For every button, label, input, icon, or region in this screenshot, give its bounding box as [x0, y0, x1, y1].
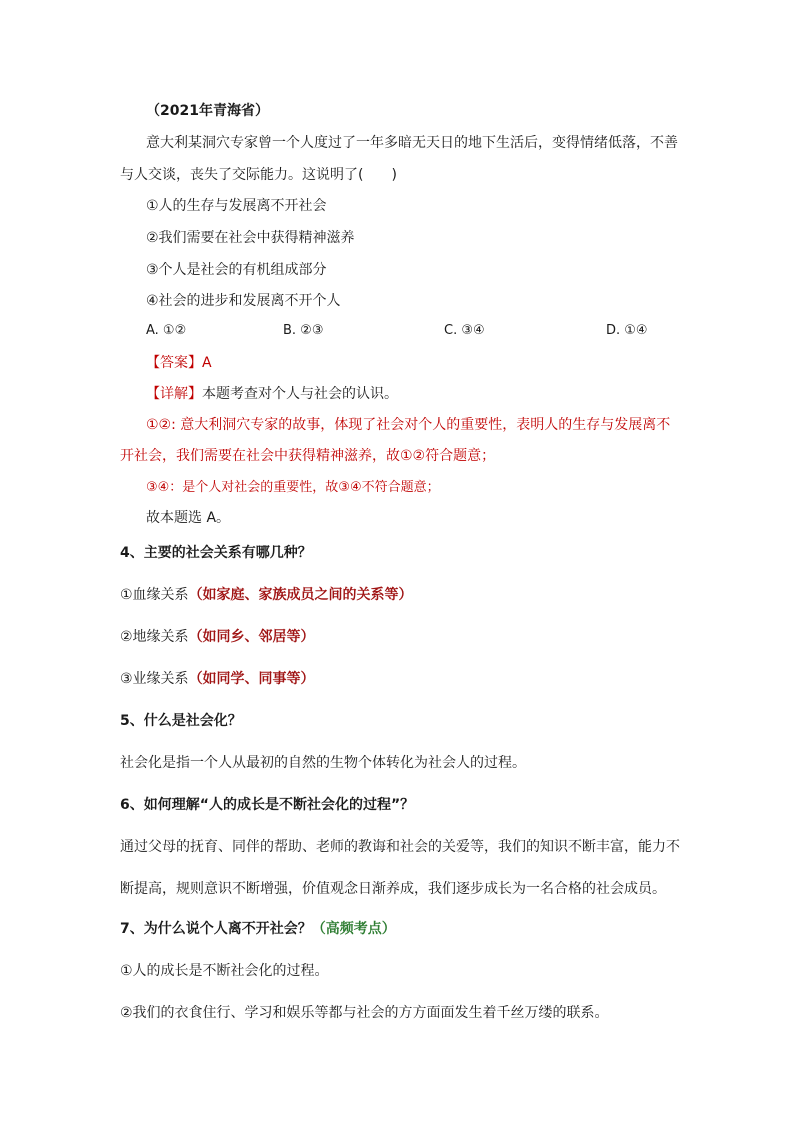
detail-label: 【详解】 [146, 386, 202, 402]
q6-answer-line-2: 断提高，规则意识不断增强，价值观念日渐养成，我们逐步成长为一名合格的社会成员。 [120, 881, 666, 897]
analysis-line-1: ①②: 意大利洞穴专家的故事，体现了社会对个人的重要性，表明人的生存与发展离不 [146, 417, 671, 433]
question-stem-line-1: 意大利某洞穴专家曾一个人度过了一年多暗无天日的地下生活后，变得情绪低落，不善 [146, 135, 678, 151]
q7-title-row [120, 920, 396, 938]
conclusion: 故本题选 A。 [146, 510, 231, 526]
q4-item-label: ②地缘关系 [120, 629, 189, 645]
question-source: （2021年青海省） [146, 103, 269, 119]
q4-item-note: （如同乡、邻居等） [188, 629, 315, 645]
detail-row [146, 385, 398, 403]
statement-4: ④社会的进步和发展离不开个人 [146, 293, 341, 309]
q4-title: 4、主要的社会关系有哪几种？ [120, 545, 312, 561]
option-a: A. ①② [146, 323, 187, 338]
q7-title: 7、为什么说个人离不开社会？ [120, 921, 312, 937]
q4-item-label: ③业缘关系 [120, 671, 189, 687]
q5-answer: 社会化是指一个人从最初的自然的生物个体转化为社会人的过程。 [120, 755, 526, 771]
q4-item-1 [120, 586, 413, 604]
q4-item-label: ①血缘关系 [120, 587, 189, 603]
q4-item-3 [120, 670, 315, 688]
q4-item-note: （如家庭、家族成员之间的关系等） [188, 587, 413, 603]
answer-label: 【答案】 [146, 355, 202, 371]
statement-1: ①人的生存与发展离不开社会 [146, 198, 327, 214]
q6-title: 6、如何理解“人的成长是不断社会化的过程”？ [120, 797, 415, 813]
q7-point-1: ①人的成长是不断社会化的过程。 [120, 963, 329, 979]
option-b: B. ②③ [283, 323, 324, 338]
q4-item-note: （如同学、同事等） [188, 671, 315, 687]
q6-answer-line-1: 通过父母的抚育、同伴的帮助、老师的教诲和社会的关爱等，我们的知识不断丰富，能力不 [120, 839, 680, 855]
answer-row [146, 354, 212, 372]
statement-2: ②我们需要在社会中获得精神滋养 [146, 230, 355, 246]
analysis-line-3: ③④：是个人对社会的重要性，故③④不符合题意； [146, 480, 440, 495]
analysis-line-2: 开社会，我们需要在社会中获得精神滋养，故①②符合题意； [120, 448, 496, 464]
question-stem-line-2: 与人交谈，丧失了交际能力。这说明了( ) [120, 167, 397, 183]
q4-item-2 [120, 628, 315, 646]
option-d: D. ①④ [606, 323, 648, 338]
answer-value: A [202, 355, 212, 371]
q7-tag: （高频考点） [311, 921, 396, 937]
option-c: C. ③④ [444, 323, 485, 338]
q7-point-2: ②我们的衣食住行、学习和娱乐等都与社会的方方面面发生着千丝万缕的联系。 [120, 1005, 609, 1021]
detail-text: 本题考查对个人与社会的认识。 [202, 386, 398, 402]
statement-3: ③个人是社会的有机组成部分 [146, 262, 327, 278]
q5-title: 5、什么是社会化？ [120, 713, 242, 729]
